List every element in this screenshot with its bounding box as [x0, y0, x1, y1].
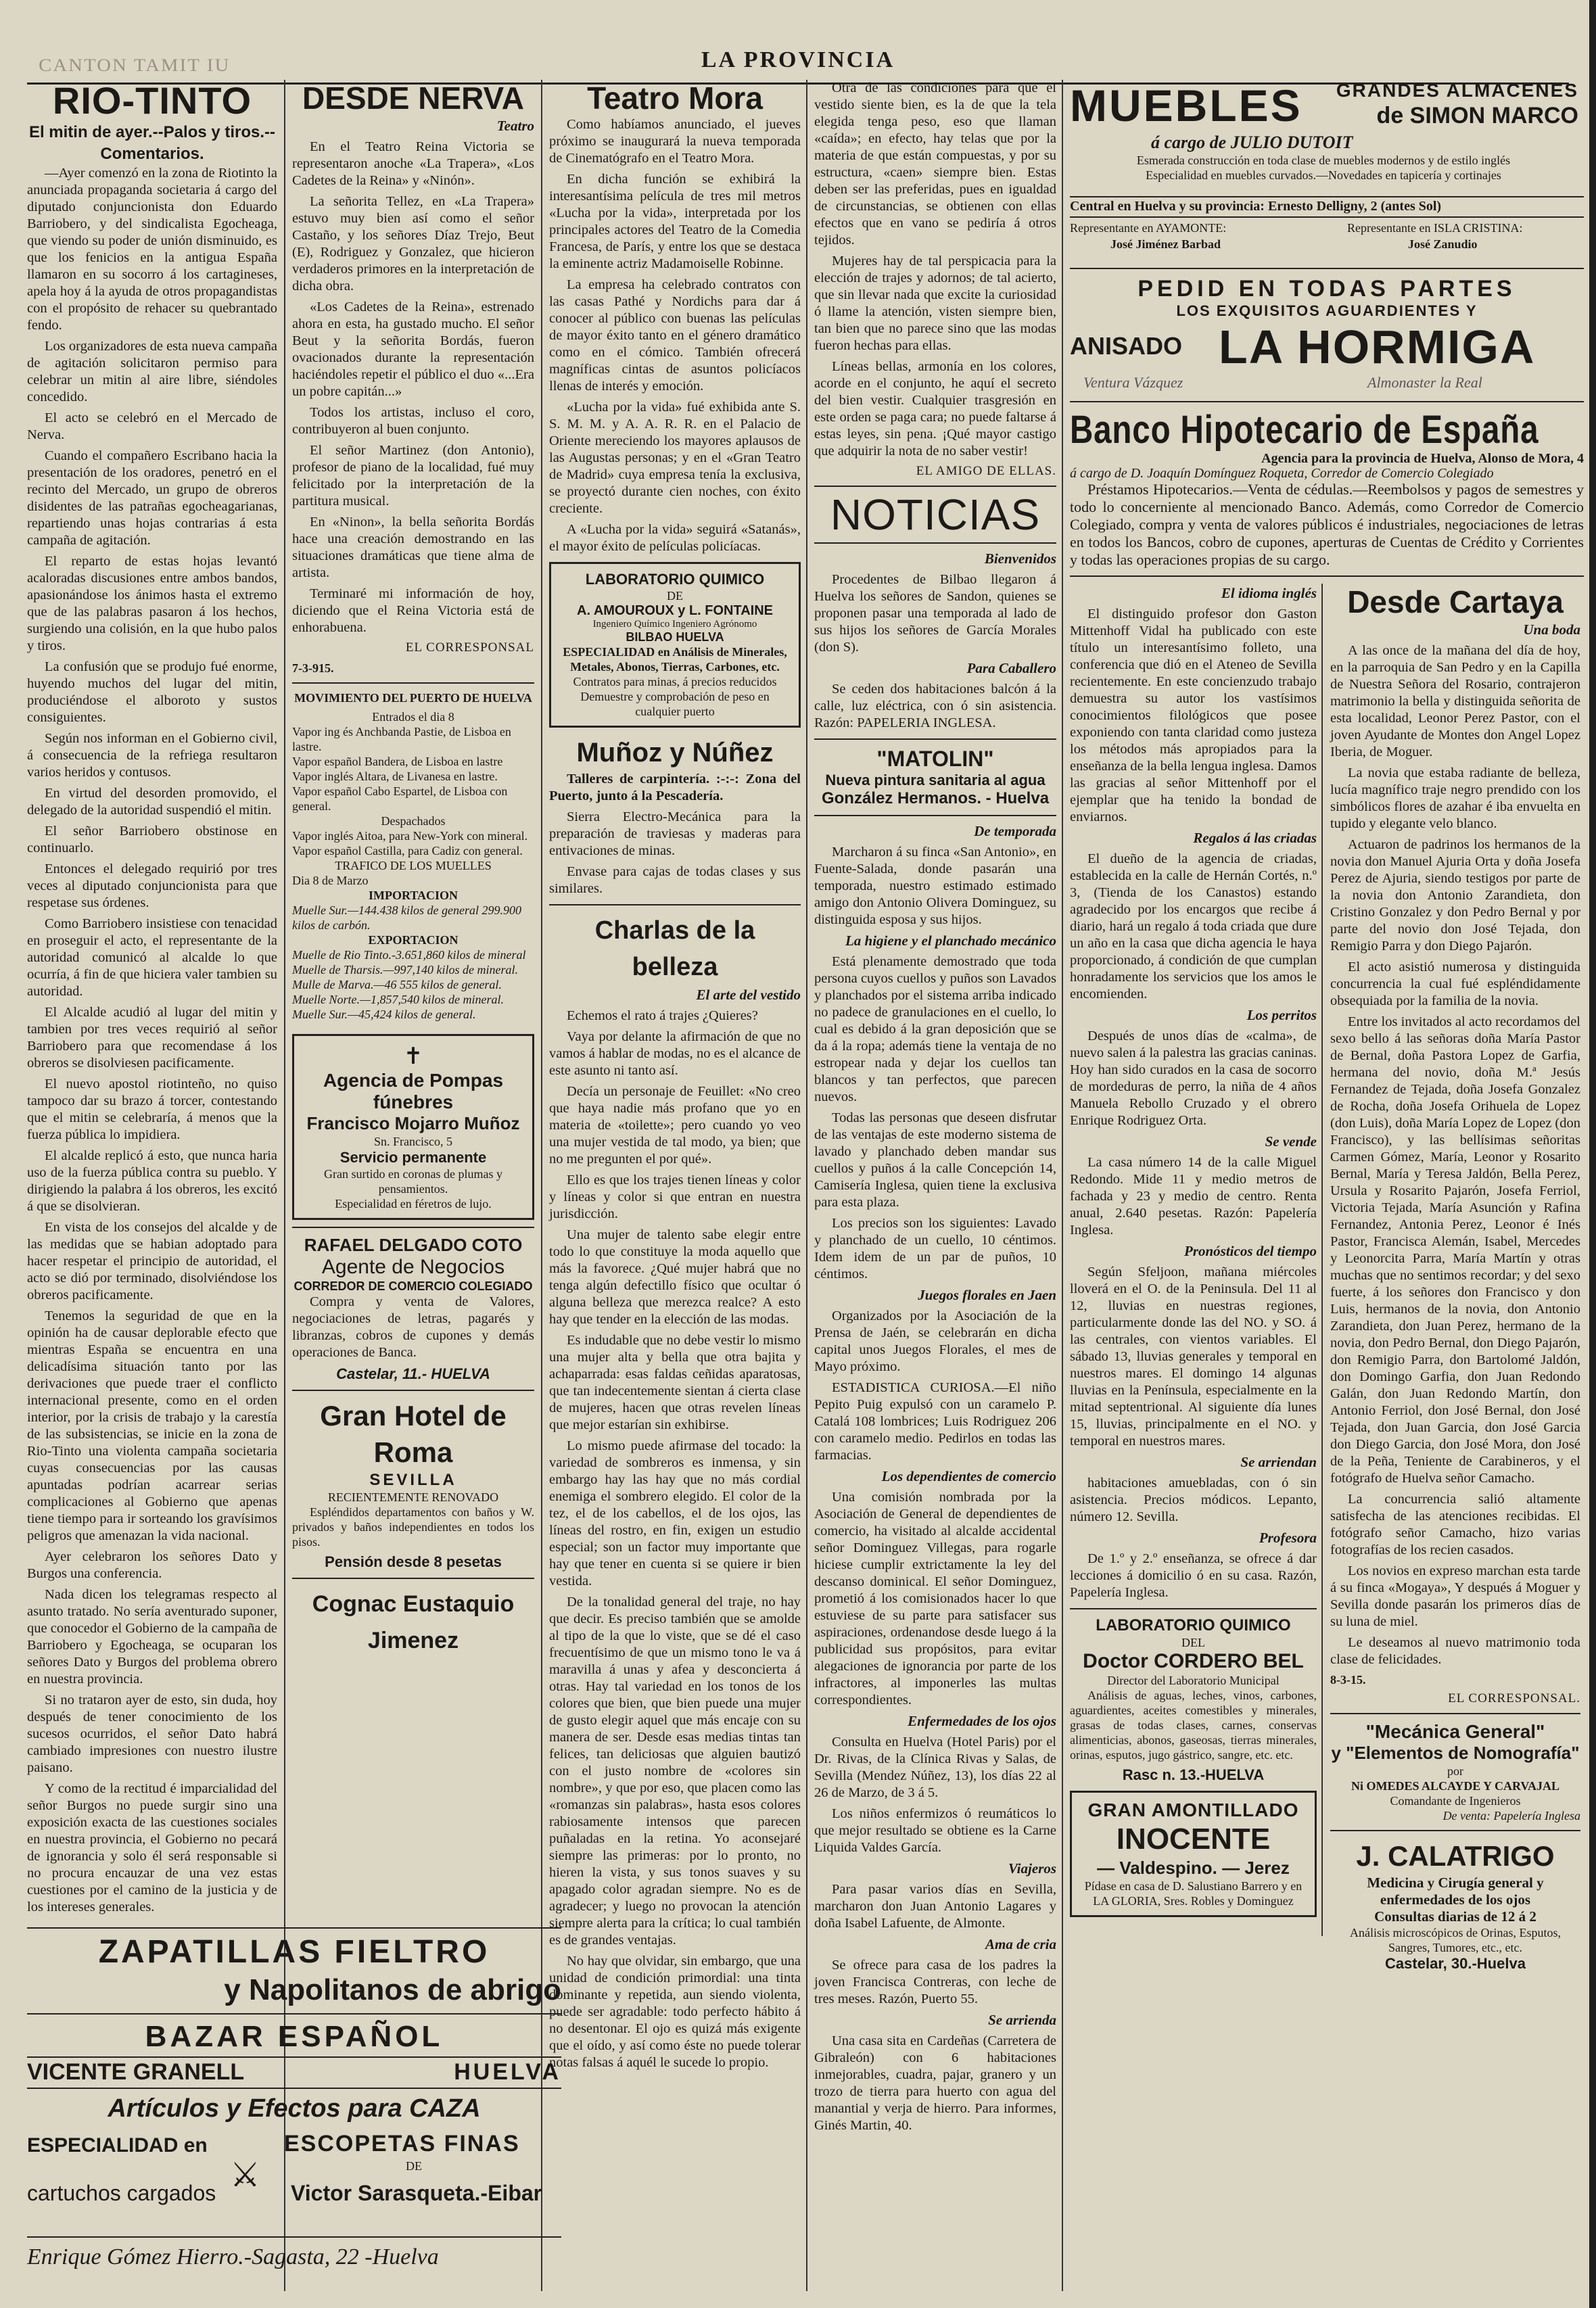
amontillado-ad [1070, 1791, 1317, 1917]
pompas-ad [292, 1034, 534, 1220]
mecanica-text: y "Elementos de Nomografía" [1331, 1743, 1580, 1763]
ventura-vazquez: Ventura Vázquez [1083, 374, 1183, 391]
bazar-owner [27, 2056, 561, 2089]
importacion-label: IMPORTACION [368, 889, 459, 902]
especialidad-label: ESPECIALIDAD en [27, 2134, 208, 2157]
article-paragraph: Entre los invitados al acto recordamos del sexo bello á las señoras doña María Pastor de Bernal, doña Pastora Lopez de Garfia, hermana del novio, doña M.ª Jesús Fernandez de Tejada, doña Josefa Gonzalez de Rocha, doña Josefa Orihuela de Lopez (don Luis), doña María Lopez de Lopez (don Francisco), y las bellísimas señoritas Carmen Gómez, María, Leonor y Rosarito Bernal, María y Teresa Jaldón, Bella Perez, Ursula y Rosarito Pajarón, Josefa Ferriol, Victoria Tejada, María Asunción y Rafina Fernandez, Antonia Perez, Leonor é Inés Pastor, Francisca Alemán, Isabel, Mercedes y Leonorcita Parra, María Martín y otras muchas que no sentimos recordar; y del sexo fuerte, á los señores don Francisco y don Luis, hermanos de la novia, don Antonio Zarandieta, don Juan Perez, hermano de la novia, don Pedro Bernal, don Diego Pajarón, don Remigio Parra, don Bartolomé Jaldón, don Domingo Garfia, don Juan Redondo Galán, don Juan Redondo Martín, don Antonio Ferriol, don José Bernal, don José Tejada, don Juan Garcia, don José Garcia don Diego Garcia, don José Mora, don José de la Peña, Teniente de Carabineros, y el fotógrafo de Huelva señor Camacho. [1330, 1014, 1581, 1486]
news-text: El distinguido profesor don Gaston Mittenhoff Vidal ha publicado con este título un interesantísimo folleto, una conferencia que dió en el Ateneo de Sevilla recientemente. En este concienzudo trabajo demuestra su autor los vastísimos conocimientos filológicos que posee exponiendo con tanta claridad como justeza los métodos más apropiados para la enseñanza de la bella lengua inglesa. Damos las gracias al señor Mittenhoff por el ejemplar que ha tenido la bondad de enviarnos. [1070, 607, 1317, 824]
article-paragraph: Según nos informan en el Gobierno civil, á consecuencia de la refriega resultaron varios heridos y contusos. [27, 731, 277, 780]
muebles-subtitle: á cargo de JULIO DUTOIT [1151, 133, 1353, 152]
news-text: Una comisión nombrada por la Asociación de General de dependientes de comercio, ha visitado al alcalde accidental señor Dominguez Villegas, para rogarle hiciese cumplir extrictamente la ley del descanso dominical. El señor Dominguez, prometió á los comisionados hacer lo que estuviese de su parte para satisfacer sus aspiraciones, ordenandose desde luego á la publicidad sus propósitos, para evitar alegaciones de ignorancia por parte de los infractores, al imponerles las multas correspondientes. [814, 1490, 1056, 1708]
article-paragraph: Si no trataron ayer de esto, sin duda, hoy después de tener conocimiento de los sucesos ocurridos, el señor Dato habrá cambiado impresiones con nuestro ilustre paisano. [27, 1693, 277, 1775]
article-paragraph: Todos los artistas, incluso el coro, contribuyeron al buen conjunto. [292, 405, 534, 437]
cartaya-article [1330, 584, 1580, 1973]
article-paragraph: Nada dicen los telegramas respecto al asunto tratado. No sería aventurado suponer, que conocedor el Gobierno de la campaña de Barriobero y Egocheaga, se ocuparan los señores Dato y Burgos del problema obrero en nuestra provincia. [27, 1587, 277, 1687]
article-paragraph: Le deseamos al nuevo matrimonio toda clase de felicidades. [1330, 1635, 1580, 1667]
bazar-city: HUELVA [454, 2058, 561, 2085]
victor-sarasqueta: Victor Sarasqueta.-Eibar [291, 2180, 542, 2205]
enrique-gomez: Enrique Gómez Hierro.-Sagasta, 22 -Huelva [27, 2244, 439, 2269]
article-paragraph: Líneas bellas, armonía en los colores, acorde en el conjunto, he aquí el secreto del bien vestir. Cualquier trasgresión en este orden se paga cara; no puede faltarse á estas leyes, sin pena. ¡Qué mayor castigo que adquirir la nota de no saber vestir! [814, 359, 1056, 458]
amontillado-city: — Valdespino. — Jerez [1097, 1858, 1290, 1878]
news-heading: Se vende [1265, 1133, 1317, 1150]
news-text: Los niños enfermizos ó reumáticos lo que mejor resultado se obtiene es la Carne Liquida Valdes García. [814, 1806, 1056, 1855]
zapatillas-title: ZAPATILLAS FIELTRO [98, 1934, 490, 1970]
article-paragraph: El acto asistió numerosa y distinguida concurrencia la cual fué espléndidamente obsequiada por la familia de la novia. [1330, 960, 1580, 1008]
roma-name: Gran Hotel de Roma [320, 1400, 507, 1468]
munoz-p2: Envase para cajas de todas clases y sus similares. [549, 864, 801, 896]
port-despachados: Despachados [381, 814, 446, 828]
column-3 [549, 80, 801, 2298]
article-paragraph: En el Teatro Reina Victoria se representaron anoche «La Trapera», «Los Cadetes de la Reina» y «Ninón». [292, 139, 534, 188]
muebles-title: MUEBLES [1070, 80, 1302, 131]
charlas-body [549, 1008, 801, 2071]
divider [1070, 1608, 1317, 1609]
charlas-signature: EL AMIGO DE ELLAS. [916, 464, 1056, 478]
port-export: Muelle de Rio Tinto.-3.651,860 kilos de mineral [292, 948, 526, 962]
muebles-representantes [1070, 220, 1584, 261]
coto-role: Agente de Negocios [321, 1256, 505, 1278]
article-paragraph: «Lucha por la vida» fué exhibida ante S. S. M. M. y A. A. R. R. en el Palacio de Oriente mereciendo los mayores aplausos de las Augustas personas; y en el «Gran Teatro de Madrid» cuya empresa tenía la exclusiva, se proyectó durante cien noches, con éxito creciente. [549, 400, 801, 516]
banco-text: Préstamos Hipotecarios.—Venta de cédulas.—Reembolsos y pagos de semestres y todo lo concerniente al mencionado Banco. Además, como Corredor de Comercio Colegiado, compra y venta de valores públicos é industriales, negociaciones de letras en todos los Bancos, cobro de cupones, aperturas de Cuentas de Crédito y Corrientes y todas las operaciones propias de su cargo. [1070, 481, 1584, 568]
column-5 [1070, 80, 1584, 2298]
grandes-almacenes: GRANDES ALMACENES [1336, 80, 1578, 101]
noticias-items-2 [814, 823, 1056, 2134]
article-paragraph: Ello es que los trajes tienen líneas y color y líneas y color si que entran en nuestra jurisdicción. [549, 1173, 801, 1221]
article-paragraph: «Los Cadetes de la Reina», estrenado ahora en esta, ha gustado mucho. El señor Beut y la señorita Bordás, fueron ovacionados durante la representación haciéndoles repetir el público el duo «...Era un pobre capitán...» [292, 300, 534, 399]
news-text: Después de unos días de «calma», de nuevo salen á la palestra las gracias caninas. Hoy han sido curados en la casa de socorro de mordeduras de perro, la niña de 4 años Manuela Rebollo Cruzado y el obrero Enrique Rodriguez Orta. [1070, 1029, 1317, 1128]
news-heading: Los dependientes de comercio [881, 1468, 1056, 1484]
news-heading: Se arriendan [1240, 1454, 1317, 1470]
roma-price: Pensión desde 8 pesetas [325, 1553, 502, 1570]
pompas-address: Sn. Francisco, 5 [374, 1135, 452, 1148]
lab-cities: BILBAO HUELVA [626, 630, 724, 644]
news-heading: Se arrienda [988, 2012, 1056, 2028]
article-paragraph: Cuando el compañero Escribano hacia la presentación de los oradores, penetró en el recinto del Mercado, un grupo de obreros disidentes de las patrañas egocheagarianas, repartiendo unas hojas contrarias á esta campaña de agitación. [27, 448, 277, 548]
banco-agencia: Agencia para la provincia de Huelva, Alonso de Mora, 4 [1261, 451, 1584, 466]
calatrigo-analisis: Análisis microscópicos de Orinas, Esputos, Sangres, Tumores, etc., etc. [1350, 1926, 1561, 1954]
news-text: Se ofrece para casa de los padres la joven Francisca Contreras, con leche de tres meses. Razón, Puerto 55. [814, 1958, 1056, 2006]
article-paragraph: El señor Martinez (don Antonio), profesor de piano de la localidad, fué muy felicitado por la interpretación de la partitura musical. [292, 443, 534, 509]
news-text: ESTADISTICA CURIOSA.—El niño Pepito Puig expulsó con un caramelo P. Catalá 108 lombrices; Luis Rodriguez 206 con caramelo medio. Pedirlos en todas las farmacias. [814, 1380, 1056, 1463]
teatro-mora-title: Teatro Mora [587, 80, 763, 116]
muelles-dia: Dia 8 de Marzo [292, 874, 369, 887]
column-5-split [1070, 584, 1584, 1972]
article-paragraph: Los organizadores de esta nueva campaña de agitación solicitaron permiso para celebrar un mitin al aire libre, siéndoles concedido. [27, 339, 277, 404]
article-paragraph: Y como de la rectitud é imparcialidad del señor Burgos no puede surgir sino una exposición exacta de las cuestiones sociales en nuestra provincia, el Gobierno no pecará de ignorancia y solo él será responsable si no procura encauzar de una vez estas cuestiones por el camino de la justicia y de los intereses generales. [27, 1781, 277, 1914]
column-1 [27, 79, 277, 1914]
article-paragraph: Una mujer de talento sabe elegir entre todo lo que constituye la moda aquello que más la favorece. ¿Qué mujer habrá que no tenga algún defectillo físico que ocultar ó alguna belleza que merezca realce? A esto hay que tender en la elección de las modas. [549, 1227, 801, 1327]
roma-city: SEVILLA [369, 1471, 457, 1489]
news-text: habitaciones amuebladas, con ó sin asistencia. Precios módicos. Lepanto, número 12. Sevilla. [1070, 1476, 1317, 1524]
article-paragraph: Lo mismo puede afirmase del tocado: la variedad de sombreros es inmensa, y sin embargo hay las hay que no más cordial enemiga el sombrero elegido. El color de la tez, el de los cabellos, el de los ojos, las líneas del rostro, en fin, exigen un estudio especial; son un factor muy importante que hay que tener en cuenta si se quiere ir bien vestida. [549, 1438, 801, 1588]
coto-text: Compra y venta de Valores, negociaciones de letras, pagarés y libranzas, cobros de cupones y demás operaciones de Banca. [292, 1294, 534, 1360]
mecanica-sale: De venta: Papelería Inglesa [1442, 1809, 1580, 1822]
article-paragraph: Decía un personaje de Feuillet: «No creo que haya nadie más profano que yo en materia de «toilette»; pero cuando yo veo una mujer vestida de tal modo, ya bien; que no me pregunten el por qué». [549, 1084, 801, 1167]
article-paragraph: El Alcalde acudió al lugar del mitin y tambien por tres veces requirió al señor Barriobero para que recomendase á los obreros se disolviesen pacificamente. [27, 1005, 277, 1070]
news-heading: Viajeros [1008, 1860, 1056, 1877]
lab-text: ESPECIALIDAD en Análisis de Minerales, Metales, Abonos, Tierras, Carbones, etc. [563, 645, 787, 674]
lab-amouroux-ad [549, 562, 801, 728]
munoz-title: Muñoz y Núñez [576, 738, 774, 768]
page-edge [1589, 0, 1596, 2308]
lab-cordero-title: LABORATORIO QUIMICO [1096, 1616, 1291, 1634]
article-paragraph: Vaya por delante la afirmación de que no vamos á hablar de modas, no es el alcance de este asunto ni tanto así. [549, 1029, 801, 1078]
calatrigo-text: Medicina y Cirugía general y enfermedades de los ojos [1367, 1875, 1544, 1908]
mecanica-author: Ni OMEDES ALCAYDE Y CARVAJAL [1351, 1779, 1560, 1793]
mecanica-title: "Mecánica General" [1365, 1721, 1545, 1742]
cartaya-date: 8-3-15. [1330, 1673, 1366, 1687]
lab-names: A. AMOUROUX y L. FONTAINE [577, 603, 773, 618]
port-entry: Vapor inglés Aitoa, para New-York con mineral. [292, 829, 528, 843]
noticias-items [814, 550, 1056, 732]
article-paragraph: Mujeres hay de tal perspicacia para la elección de trajes y adornos; de tal acierto, que sin llevar nada que excite la curiosidad ó llame la atención, visten siempre bien, tan bien que no parece sino que las modas fueron hechas para ellas. [814, 254, 1056, 353]
importacion-text: Muelle Sur.—144.438 kilos de general 299.900 kilos de carbón. [292, 903, 521, 932]
rio-tinto-body [27, 165, 277, 1916]
article-paragraph: El nuevo apostol riotinteño, no quiso tampoco dar su brazo á torcer, contestando que el mitin se celebraría, á menos que la fuerza pública lo impidiera. [27, 1077, 277, 1142]
calatrigo-consultas: Consultas diarias de 12 á 2 [1374, 1908, 1536, 1925]
exquisitos: LOS EXQUISITOS AGUARDIENTES Y [1176, 302, 1478, 319]
escopetas-de: DE [406, 2159, 422, 2173]
coto-address: Castelar, 11.- HUELVA [336, 1365, 490, 1382]
charlas-title: Charlas de la belleza [594, 916, 755, 981]
rep-ayamonte: Representante en AYAMONTE: [1070, 221, 1227, 235]
roma-renovado: RECIENTEMENTE RENOVADO [327, 1490, 499, 1504]
nerva-signature: EL CORRESPONSAL [405, 640, 534, 655]
news-text: Está plenamente demostrado que toda persona cuyos cuellos y puños son Lavados y planchados por el sistema arriba indicado no padece de granulaciones en el cuello, lo cual es debido á la gran deposición que se da á la ropa; además tiene la ventaja de no estropear nada y dejar los cuellos tan blancos y tan perfectos, que parecen nuevos. [814, 954, 1056, 1104]
zapatillas-ad [27, 1921, 561, 2292]
cartaya-subtitle: Una boda [1523, 621, 1580, 638]
escopetas-label: ESCOPETAS FINAS [284, 2130, 520, 2157]
port-entry: Vapor español Bandera, de Lisboa en lastre [292, 755, 503, 768]
noticias-right [1070, 584, 1317, 1924]
lab-cordero-del: DEL [1181, 1636, 1205, 1649]
news-heading: Regalos á las criadas [1193, 830, 1317, 846]
muebles-line-2: Especialidad en muebles curvados.—Novedades en tapicería y cortinajes [1146, 168, 1501, 182]
article-paragraph: La concurrencia salió altamente satisfecha de las atenciones recibidas. El fotógrafo señor Camacho, hizo varias fotografías de los recien casados. [1330, 1492, 1580, 1557]
muebles-central: Central en Huelva y su provincia: Ernesto Delligny, 2 (antes Sol) [1070, 199, 1442, 214]
teatro-mora-body [549, 116, 801, 555]
article-paragraph: De la tonalidad general del traje, no hay que decir. Es preciso también que se amolde al tipo de la que lo viste, que se dé el caso frecuentísimo de que un mismo tono le va á maravilla á unas y afea y desconcierta á otras. Hay tal variedad en los tonos de los colores que bien, que bien puede una mujer de gusto elegir aquel que más encaje con su manera de ser. Desde esas medias tintas tan felices, tan deliciosas que alguien bautizó con el justo nombre de «colores sin nombre», y que por eso, que placen como las «romanzas sin palabras», hasta esos colores rabiosamente intensos que parecen puñaladas en la retina. Yo aconsejaré siempre las primeras: por lo pronto, no hieren la vista, y sus tonos suaves y su apagado color agradan siempre. No es de agradecer; y luego no provocan la atención siempre alerta para la crítica; lo cual también es de grandes ventajas. [549, 1595, 801, 1948]
la-hormiga: LA HORMIGA [1219, 321, 1536, 373]
teatro-heading: Teatro [496, 118, 534, 134]
article-paragraph: Es indudable que no debe vestir lo mismo una mujer alta y bella que otra bajita y achaparrada: esas faldas ceñidas aparatosas, que tan indecentemente sientan á cierta clase de mujeres, hacen que otras revelen líneas que mejor estarían sin exhibirse. [549, 1333, 801, 1432]
bazar-title: BAZAR ESPAÑOL [145, 2019, 444, 2053]
port-entry: Vapor español Cabo Espartel, de Lisboa con general. [292, 784, 508, 813]
article-paragraph: A las once de la mañana del día de hoy, en la parroquia de San Pedro y en la Capilla de Nuestra Señora del Rosario, contrajeron matrimonio la bella y distinguida señorita de esta localidad, Leonor Perez Pastor, con el joven Ayudante de Montes don Angel Lopez Iberia, de Moguer. [1330, 643, 1580, 759]
article-paragraph: En virtud del desorden promovido, el delegado de la autoridad suspendió el mitin. [27, 786, 277, 818]
article-paragraph: El reparto de estas hojas levantó acaloradas discusiones entre ambos bandos, apasionándose los ánimos hasta el extremo que de las palabras pasaron á los hechos, surgiendo una colisión, en la que hubo palos y tiros. [27, 554, 277, 653]
caza-title: Artículos y Efectos para CAZA [108, 2094, 481, 2123]
calatrigo-name: J. CALATRIGO [1356, 1840, 1555, 1872]
rep-isla-name: José Zanudio [1408, 237, 1478, 251]
news-heading: Ama de cria [985, 1936, 1056, 1952]
matolin-text: Nueva pintura sanitaria al agua [825, 772, 1046, 788]
lab-de: DE [667, 589, 683, 603]
nerva-date: 7-3-915. [292, 661, 334, 675]
news-text: Procedentes de Bilbao llegaron á Huelva los señores de Sandon, quienes se proponen pasar una temporada al lado de sus hijos los señores de García Morales (don S). [814, 572, 1056, 655]
article-paragraph: Terminaré mi información de hoy, diciendo que el Reina Victoria está de enhorabuena. [292, 586, 534, 635]
exportacion-label: EXPORTACION [368, 933, 459, 947]
news-text: Todas las personas que deseen disfrutar de las ventajas de este moderno sistema de lavado y planchado deben mandar sus cuellos y puños á la calle Concepción 14, Camisería Inglesa, quien tiene la exclusiva para esta plaza. [814, 1110, 1056, 1210]
news-text: El dueño de la agencia de criadas, establecida en la calle de Hernán Cortés, n.º 3, (Tienda de los Canastos) estando agradecido por los encargos que recibe á diario, hará un regalo á toda criada que dure un año en la casa que dicha agencia le haya proporcionado, á condición de que cumplan honradamente los servicios que los amos le encomienden. [1070, 851, 1317, 1002]
rep-isla: Representante en ISLA CRISTINA: [1347, 221, 1523, 235]
port-export: Muelle Sur.—45,424 kilos de general. [292, 1008, 476, 1021]
port-export: Muelle de Tharsis.—997,140 kilos de mineral. [292, 963, 518, 976]
news-text: Según Sfeljoon, mañana miércoles lloverá en el O. de la Peninsula. Del 11 al 12, lluvias en nuestras regiones, particularmente donde las del NO. y SO. á las centrales, con vientos variables. El sábado 13, lluvias generales y temporal en nuestros mares. El domingo 14 algunas lluvias en la Península, especialmente en la mitad septentrional. Al siguiente día lunes 15, lluvias, principalmente en el NO. y temporal en nuestros mares. [1070, 1265, 1317, 1449]
caza-details [27, 2128, 561, 2230]
pompas-text-1: Gran surtido en coronas de plumas y pensamientos. [324, 1167, 502, 1196]
article-paragraph: —Ayer comenzó en la zona de Riotinto la anunciada propaganda societaria á cargo del diputado conjuncionista don Eduardo Barriobero, y del sindicalista Egocheaga, que viendo su poder de unión disminuido, es que los fenicios en la antigua España llamaron en su socorro á los cartagineses, apela hoy á la ayuda de otros propagandistas con el propósito de rehacer su quebrantado fendo. [27, 166, 277, 333]
rio-tinto-subtitle: El mitin de ayer.--Palos y tiros.-- Comentarios. [28, 123, 276, 163]
roma-text: Espléndidos departamentos con baños y W. privados y baños independientes en todos los pisos. [292, 1505, 534, 1549]
pompas-text-2: Especialidad en féretros de lujo. [335, 1197, 492, 1210]
pompas-name: Francisco Mojarro Muñoz [306, 1113, 520, 1133]
muebles-line-1: Esmerada construcción en toda clase de muebles modernos y de estilo inglés [1136, 154, 1511, 167]
pompas-title: Agencia de Pompas fúnebres [323, 1070, 504, 1112]
news-text: Una casa sita en Cardeñas (Carretera de Gibraleón) con 6 habitaciones inmejorables, cuadra, pajar, granero y un trozo de tierra para huerto con agua del manantial y verja de hierro. Para informes, Ginés Martin, 40. [814, 2033, 1056, 2133]
nerva-title: DESDE NERVA [302, 80, 525, 116]
masthead-title: LA PROVINCIA [701, 47, 895, 72]
charlas-subtitle: El arte del vestido [696, 987, 801, 1003]
news-heading: Para Caballero [966, 660, 1056, 676]
port-despachados-list [292, 828, 534, 858]
exportacion-list [292, 947, 534, 1022]
news-heading: Bienvenidos [984, 550, 1056, 567]
napolitanos: y Napolitanos de abrigo [224, 1973, 561, 2007]
news-heading: Juegos florales en Jaen [918, 1287, 1056, 1303]
muebles-ad [1070, 80, 1584, 195]
port-entradas: Entrados el dia 8 [372, 710, 454, 724]
roma-ad [292, 1398, 534, 1571]
mecanica-por: por [1447, 1764, 1463, 1778]
almonaster: Almonaster la Real [1367, 374, 1482, 391]
coto-corredor: CORREDOR DE COMERCIO COLEGIADO [294, 1279, 533, 1293]
news-text: De 1.º y 2.º enseñanza, se ofrece á dar lecciones á domicilio ó en su casa. Razón, Papelería Inglesa. [1070, 1551, 1317, 1600]
article-paragraph: El señor Barriobero obstinose en continuarlo. [27, 824, 277, 855]
article-paragraph: Otra de las condiciones para que el vestido siente bien, es la de que la tela elegida tenga peso, eso que llaman «caída»; en efecto, hay telas que por la materia de que están compuestas, y por su estructura, «caen» siempre bien. Estas deben ser las preferidas, pues en igualdad de circunstancias, se obtienen con ellas efectos que en vano se pediría á otros tejidos. [814, 80, 1056, 248]
news-text: Consulta en Huelva (Hotel Paris) por el Dr. Rivas, de la Clínica Rivas y Salas, de Sevilla (Mendez Núñez, 13), los días 22 al 26 de Marzo, de 3 á 5. [814, 1735, 1056, 1800]
bleed-through-text: CANTON TAMIT IU [39, 55, 231, 75]
matolin-brand: González Hermanos. - Huelva [821, 789, 1050, 807]
news-heading: Los perritos [1246, 1007, 1317, 1023]
charlas-continued [814, 80, 1056, 460]
masthead [0, 47, 1596, 74]
mecanica-role: Comandante de Ingenieros [1390, 1794, 1521, 1808]
article-paragraph: La señorita Tellez, en «La Trapera» estuvo muy bien así como el señor Castaño, y los señores Díaz Trejo, Beut (E), Rodriguez y Gonzalez, que hicieron verdaderos primores en la interpretación de dicha obra. [292, 194, 534, 293]
article-paragraph: Los novios en expreso marchan esta tarde á su finca «Mogaya», Y después á Moguer y Sevilla donde pasarán los primeros días de su luna de miel. [1330, 1563, 1580, 1629]
news-text: Se ceden dos habitaciones balcón á la calle, luz eléctrica, con ó sin asistencia. Razón: PAPELERIA INGLESA. [814, 682, 1056, 730]
matolin-name: "MATOLIN" [876, 747, 994, 771]
amontillado-title: GRAN AMONTILLADO [1087, 1799, 1299, 1820]
article-paragraph: En dicha función se exhibirá la interesantísima película de tres mil metros «Lucha por la vida», interpretada por los principales actores del Teatro de la Comedia Francesa, de París, y entre los que se destaca la eminente actriz Madamoiselle Robinne. [549, 172, 801, 271]
cognac-ad: Cognac Eustaquio Jimenez [312, 1591, 515, 1653]
article-paragraph: La confusión que se produjo fué enorme, huyendo muchos del lugar del mitin, produciéndose el alboroto y sustos consiguientes. [27, 659, 277, 725]
lab-title: LABORATORIO QUIMICO [585, 571, 765, 588]
simon-marco: de SIMON MARCO [1376, 103, 1578, 128]
news-text: Los precios son los siguientes: Lavado y planchado de un cuello, 10 céntimos. Idem idem de un par de puños, 10 céntimos. [814, 1216, 1056, 1281]
article-paragraph: La novia que estaba radiante de belleza, lucía magnífico traje negro prendido con los simbólicos flores de azahar é iba envuelta en tupido y elegante velo blanco. [1330, 766, 1580, 831]
news-text: Marcharon á su finca «San Antonio», en Fuente-Salada, donde pasarán una temporada, nuestro estimado estimado amigo don Antonio Olivera Dominguez, su distinguida esposa y sus hijos. [814, 845, 1056, 927]
calatrigo-address: Castelar, 30.-Huelva [1385, 1955, 1526, 1972]
column-2 [292, 80, 534, 1906]
banco-cargo: á cargo de D. Joaquín Domínguez Roqueta, Corredor de Comercio Colegiado [1070, 466, 1494, 481]
news-text: La casa número 14 de la calle Miguel Redondo. Mide 11 y medio metros de fachada y 23 y medio de centro. Renta anual, 2.640 pesetas. Razón: Papelería Inglesa. [1070, 1155, 1317, 1238]
lab-demuestre: Demuestre y comprobación de peso en cualquier puerto [580, 690, 770, 718]
amontillado-text: Pídase en casa de D. Salustiano Barrero y en LA GLORIA, Sres. Robles y Dominguez [1084, 1879, 1302, 1908]
article-paragraph: En vista de los consejos del alcalde y de las medidas que se habian adoptado para hacer respetar el principio de autoridad, el acto se dió por terminado, disolviéndose los obreros pacificamente. [27, 1220, 277, 1302]
rio-tinto-title: RIO-TINTO [52, 79, 252, 122]
article-paragraph: El acto se celebró en el Mercado de Nerva. [27, 410, 277, 442]
port-entry: Vapor inglés Altara, de Livanesa en lastre. [292, 770, 498, 783]
news-heading: Enfermedades de los ojos [908, 1713, 1056, 1729]
munoz-p1: Sierra Electro-Mecánica para la preparación de traviesas y maderas para entivaciones de minas. [549, 809, 801, 858]
lab-cordero-address: Rasc n. 13.-HUELVA [1122, 1766, 1265, 1783]
pedid-title: PEDID EN TODAS PARTES [1137, 276, 1516, 302]
anisado: ANISADO [1070, 332, 1183, 360]
article-paragraph: En «Ninon», la bella señorita Bordás hace una creación demostrando en las situaciones dramáticas que tiene alma de artista. [292, 515, 534, 580]
port-entry: Vapor español Castilla, para Cadiz con general. [292, 844, 523, 857]
news-heading: De temporada [974, 823, 1056, 839]
port-title: MOVIMIENTO DEL PUERTO DE HUELVA [294, 691, 532, 705]
article-paragraph: Entonces el delegado requirió por tres veces al diputado conjuncionista para que respetase sus órdenes. [27, 862, 277, 910]
cartaya-title: Desde Cartaya [1347, 584, 1564, 619]
news-heading: El idioma inglés [1221, 585, 1317, 601]
cartaya-body [1330, 642, 1580, 1668]
lab-contratos: Contratos para minas, á precios reducidos [573, 675, 777, 688]
article-paragraph: Como Barriobero insistiese con tenacidad en proseguir el acto, el representante de la autoridad comunicó al alcalde lo que ocurría, á fin de que hiciera valer tambien su autoridad. [27, 916, 277, 999]
munoz-text: Talleres de carpintería. :-:-: Zona del Puerto, junto á la Pescadería. [549, 772, 801, 803]
amontillado-name: INOCENTE [1116, 1822, 1271, 1856]
article-paragraph: A «Lucha por la vida» seguirá «Satanás», el mayor éxito de películas policíacas. [549, 522, 801, 554]
article-paragraph: Tenemos la seguridad de que en la opinión ha de causar deplorable efecto que mientras España se encuentra en una delicadísima situación tanto por las derivaciones que puede traer el conflicto internacional presente, como en el orden interior, por la crisis de trabajo y la carestía de las subsistencias, se inicie en la zona de Rio-Tinto una violenta campaña societaria cuyas consecuencias por las causas apuntadas podrían acarrear serias complicaciones al Gobierno que apenas tiene tiempo para ir sorteando los gravísimos peligros que amenazan la vida nacional. [27, 1309, 277, 1543]
cross-icon: ✝ [403, 1044, 423, 1069]
article-paragraph: Ayer celebraron los señores Dato y Burgos una conferencia. [27, 1549, 277, 1581]
pompas-service: Servicio permanente [339, 1149, 487, 1166]
lab-cordero-dir: Director del Laboratorio Municipal [1107, 1674, 1280, 1687]
bazar-owner-name: VICENTE GRANELL [27, 2058, 245, 2085]
article-paragraph: El alcalde replicó á esto, que nunca haria uso de la fuerza pública contra su pueblo. Y dirigiendo la palabra á los obreros, les excitó á que se disolvieran. [27, 1148, 277, 1214]
article-paragraph: Echemos el rato á trajes ¿Quieres? [567, 1008, 758, 1023]
crossed-rifles-icon: ⚔ [230, 2155, 260, 2194]
news-text: Organizados por la Asociación de la Prensa de Jaén, se celebrarán en dicha capital unos Juegos Florales, el mes de Mayo próximo. [814, 1309, 1056, 1374]
hormiga-ad [1070, 320, 1584, 394]
lab-cordero-name: Doctor CORDERO BEL [1083, 1650, 1304, 1672]
cartuchos-label: cartuchos cargados [27, 2180, 216, 2205]
port-export: Muelle Norte.—1,857,540 kilos de mineral. [292, 993, 504, 1006]
news-text: Para pasar varios días en Sevilla, marcharon don Juan Antonio Lagares y doña Isabel Lafuente, de Almonte. [814, 1882, 1056, 1931]
article-paragraph: Como habíamos anunciado, el jueves próximo se inaugurará la nueva temporada de Cinematógrafo en el Teatro Mora. [549, 117, 801, 166]
lab-roles: Ingeniero Químico Ingeniero Agrónomo [592, 619, 757, 630]
nerva-body [292, 139, 534, 636]
coto-name: RAFAEL DELGADO COTO [304, 1235, 523, 1255]
article-paragraph: La empresa ha celebrado contratos con las casas Pathé y Nordichs para dar á conocer al público con buenas las películas de mayor éxito tanto en el género dramático como en el cómico. También ofrecerá magníficas cintas de asuntos policíacos llenas de interés y emoción. [549, 277, 801, 394]
news-heading: Pronósticos del tiempo [1184, 1243, 1317, 1259]
column-4 [814, 80, 1056, 2298]
cartaya-signature: EL CORRESPONSAL. [1448, 1691, 1580, 1705]
article-paragraph: Actuaron de padrinos los hermanos de la novia don Manuel Ajuria Orta y doña Josefa Perez de Ajuria, siendo testigos por parte de la novia don Antonio Zarandieta, don Cristino Gonzalez y don Pedro Bernal y por parte del novio don José Tejada, don Remigio Parra y don Diego Pajarón. [1330, 837, 1580, 953]
article-paragraph: No hay que olvidar, sin embargo, que una unidad de condición primordial: una tinta dominante y repetida, aun siendo violenta, puede ser agradable: todo perfecto hábito á no desentonar. El ojo es quizá más exigente que el oído, y así como éste no puede tolerar notas falsas á aquél le sucede lo propio. [549, 1954, 801, 2070]
news-heading: Profesora [1259, 1530, 1317, 1546]
port-entry: Vapor ing és Anchbanda Pastie, de Lisboa en lastre. [292, 725, 511, 753]
muelles-title: TRAFICO DE LOS MUELLES [335, 859, 492, 872]
noticias-title: NOTICIAS [830, 490, 1041, 539]
lab-cordero-text: Análisis de aguas, leches, vinos, carbones, aguardientes, aceites comestibles y minerales, grasas de todas clases, carnes, conservas alimenticias, abonos, gaseosas, tierras minerales, orinas, esputos, jugo gástrico, sangre, etc. etc. [1070, 1689, 1317, 1762]
port-entradas-list [292, 724, 534, 814]
banco-title: Banco Hipotecario de España [1070, 408, 1539, 452]
coto-ad [292, 1235, 534, 1383]
rep-ayamonte-name: José Jiménez Barbad [1110, 237, 1221, 251]
news-heading: La higiene y el planchado mecánico [845, 933, 1056, 949]
port-export: Mulle de Marva.—46 555 kilos de general. [292, 978, 502, 991]
